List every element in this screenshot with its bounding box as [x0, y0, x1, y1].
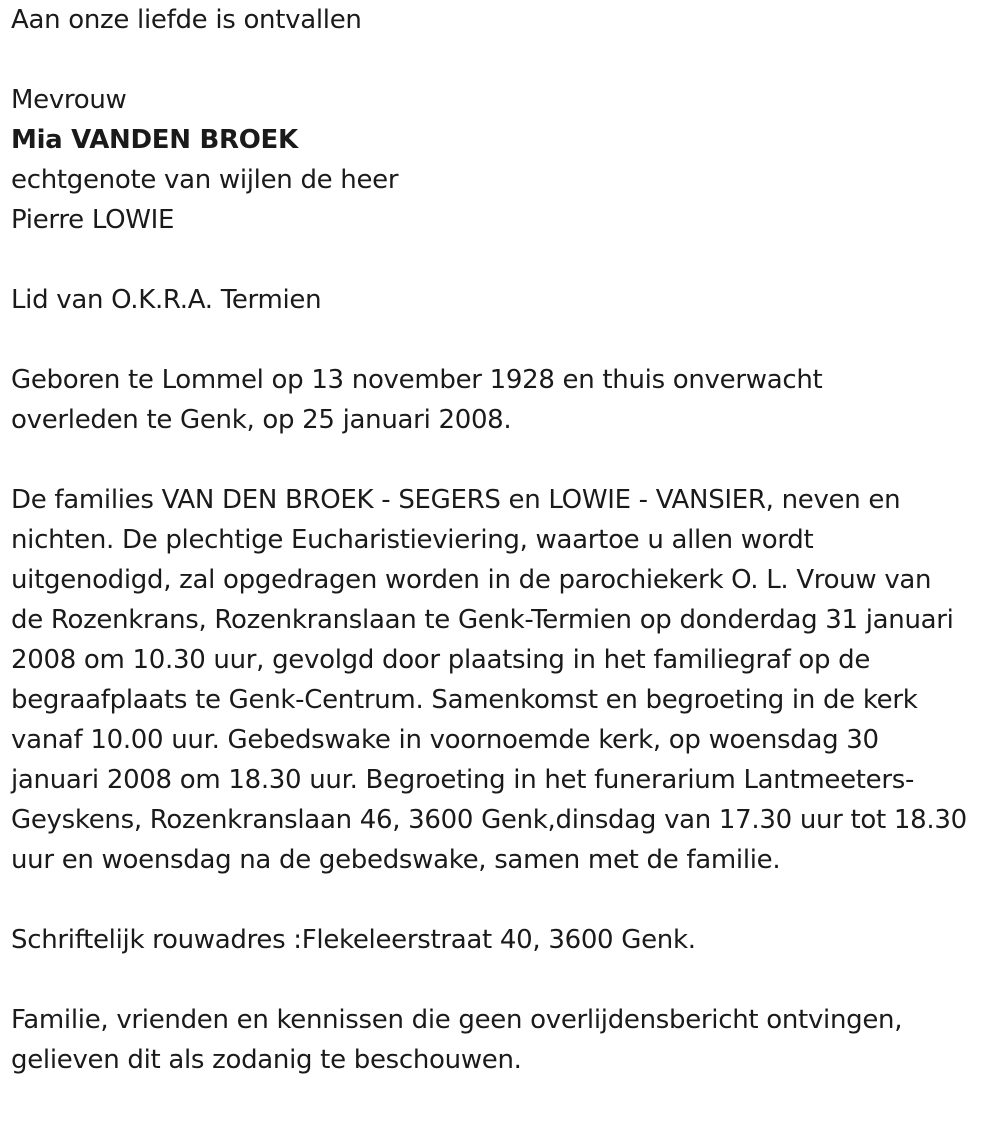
spacer — [11, 880, 996, 920]
obituary-notice — [11, 0, 996, 1080]
spouse-name: Pierre LOWIE — [11, 205, 175, 235]
deceased-name: Mia VANDEN BROEK — [11, 125, 298, 155]
opening-line: Aan onze liefde is ontvallen — [11, 5, 362, 35]
closing-paragraph — [11, 1000, 996, 1080]
paragraph-line: overleden te Genk, op 25 januari 2008. — [11, 405, 512, 435]
relation-line: echtgenote van wijlen de heer — [11, 165, 399, 195]
paragraph-line: begraafplaats te Genk-Centrum. Samenkomst en begroeting in de kerk — [11, 685, 918, 715]
spacer — [11, 960, 996, 1000]
spacer — [11, 440, 996, 480]
spacer — [11, 320, 996, 360]
paragraph-line: gelieven dit als zodanig te beschouwen. — [11, 1045, 522, 1075]
ceremony-paragraph — [11, 480, 996, 880]
spacer — [11, 240, 996, 280]
membership-line: Lid van O.K.R.A. Termien — [11, 285, 322, 315]
paragraph-line: uur en woensdag na de gebedswake, samen met de familie. — [11, 845, 781, 875]
paragraph-line: de Rozenkrans, Rozenkranslaan te Genk-Termien op donderdag 31 januari — [11, 605, 954, 635]
paragraph-line: januari 2008 om 18.30 uur. Begroeting in het funerarium Lantmeeters- — [11, 765, 915, 795]
paragraph-line: Geyskens, Rozenkranslaan 46, 3600 Genk,dinsdag van 17.30 uur tot 18.30 — [11, 805, 967, 835]
paragraph-line: vanaf 10.00 uur. Gebedswake in voornoemde kerk, op woensdag 30 — [11, 725, 879, 755]
spacer — [11, 40, 996, 80]
mourning-address: Schriftelijk rouwadres :Flekeleerstraat 40, 3600 Genk. — [11, 925, 696, 955]
paragraph-line: nichten. De plechtige Eucharistieviering, waartoe u allen wordt — [11, 525, 814, 555]
honorific: Mevrouw — [11, 85, 127, 115]
birth-death-paragraph — [11, 360, 996, 440]
paragraph-line: 2008 om 10.30 uur, gevolgd door plaatsing in het familiegraf op de — [11, 645, 871, 675]
paragraph-line: Familie, vrienden en kennissen die geen overlijdensbericht ontvingen, — [11, 1005, 903, 1035]
paragraph-line: uitgenodigd, zal opgedragen worden in de parochiekerk O. L. Vrouw van — [11, 565, 932, 595]
paragraph-line: De families VAN DEN BROEK - SEGERS en LOWIE - VANSIER, neven en — [11, 485, 901, 515]
paragraph-line: Geboren te Lommel op 13 november 1928 en thuis onverwacht — [11, 365, 823, 395]
